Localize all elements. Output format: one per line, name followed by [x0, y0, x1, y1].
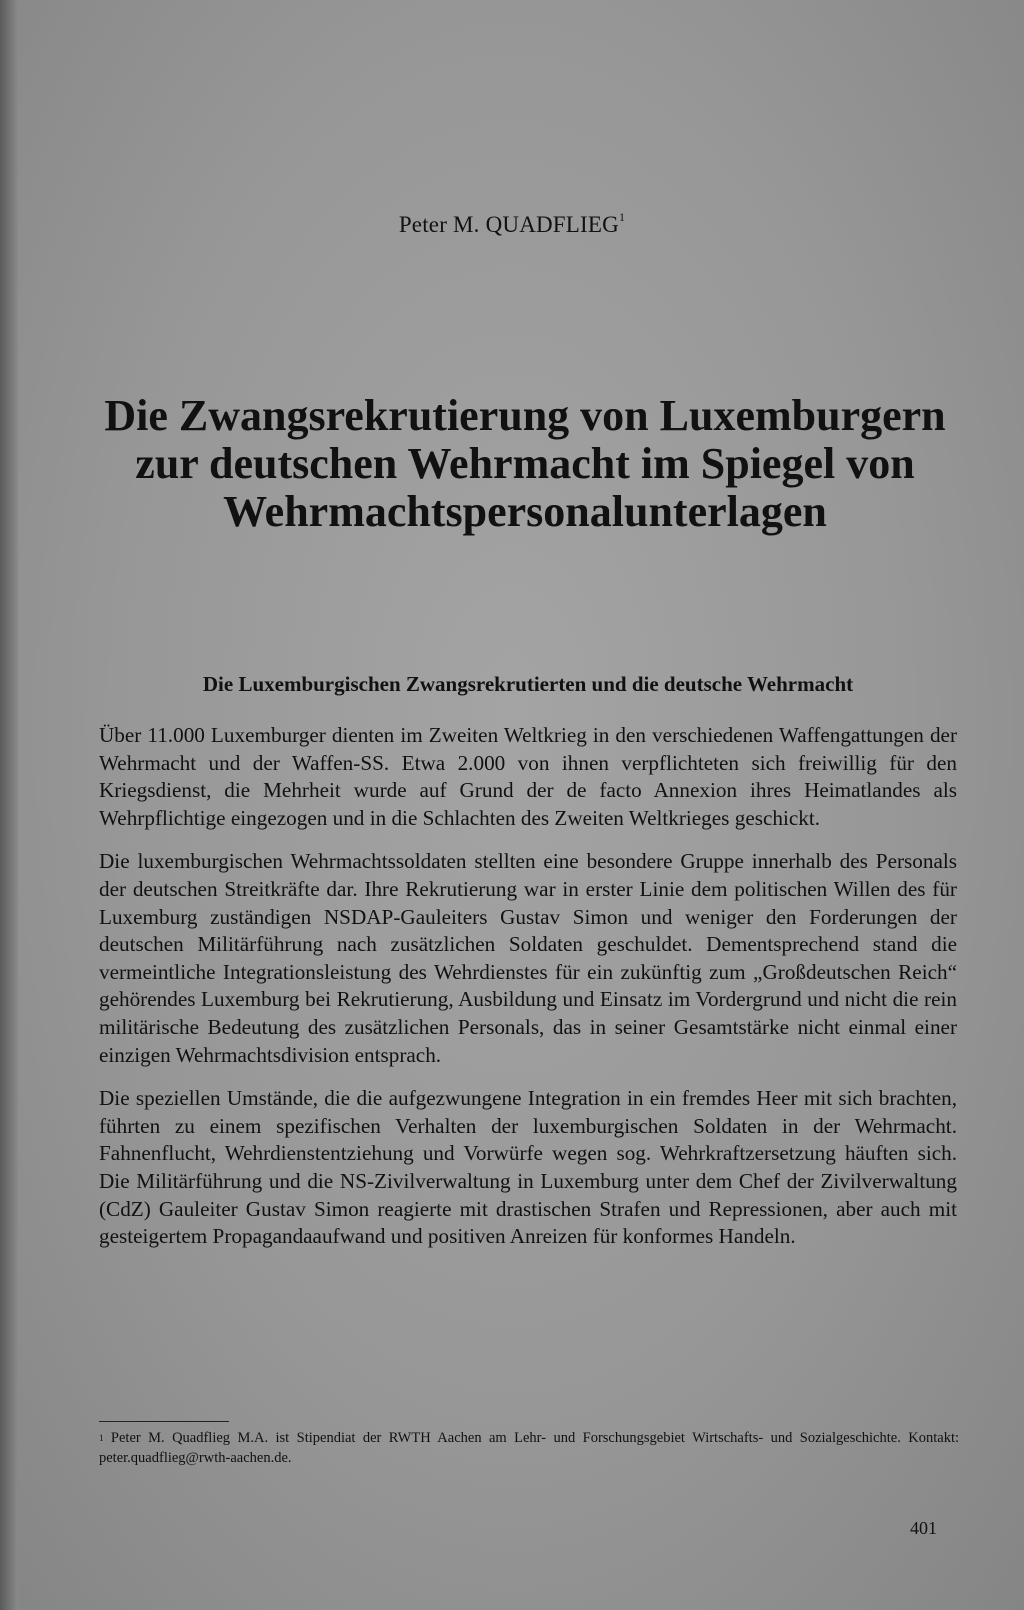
footnote-divider: [99, 1421, 229, 1422]
footnote-marker: 1: [99, 1433, 104, 1443]
footnote-text: Peter M. Quadflieg M.A. ist Stipendiat der RWTH Aachen am Lehr- und Forschungsgebiet Wirtschafts- und Sozialgeschichte. Kontakt: peter.quadflieg@rwth-aachen.de.: [99, 1430, 959, 1466]
author-line: [0, 212, 1024, 238]
author-footnote-marker: 1: [618, 210, 626, 224]
paragraph-2: Die luxemburgischen Wehrmachtssoldaten stellten eine besondere Gruppe innerhalb des Personals der deutschen Streitkräfte dar. Ihre Rekrutierung war in erster Linie dem politischen Willen des für Luxemburg zuständigen NSDAP-Gauleiters Gustav Simon und weniger den Forderungen der deutschen Militärführung nach zusätzlichen Soldaten geschuldet. Dementsprechend stand die vermeintliche Integrationsleistung des Wehrdienstes für ein zukünftig zum „Großdeutschen Reich“ gehörendes Luxemburg bei Rekrutierung, Ausbildung und Einsatz im Vordergrund und nicht die rein militärische Bedeutung des zusätzlichen Personals, das in seiner Gesamtstärke nicht einmal einer einzigen Wehrmachtsdivision entsprach.: [99, 849, 957, 1067]
footnote: [99, 1428, 959, 1468]
paragraph-1: Über 11.000 Luxemburger dienten im Zweiten Weltkrieg in den verschiedenen Waffengattungen der Wehrmacht und der Waffen-SS. Etwa 2.000 von ihnen verpflichteten sich freiwillig für den Kriegsdienst, die Mehrheit wurde auf Grund der de facto Annexion ihres Heimatlandes als Wehrpflichtige eingezogen und in die Schlachten des Zweiten Weltkrieges geschickt.: [99, 723, 957, 830]
paragraph-3: Die speziellen Umstände, die die aufgezwungene Integration in ein fremdes Heer mit sich brachten, führten zu einem spezifischen Verhalten der luxemburgischen Soldaten in der Wehrmacht. Fahnenflucht, Wehrdienstentziehung und Vorwürfe wegen sog. Wehrkraftzersetzung häuften sich. Die Militärführung und die NS-Zivilverwaltung in Luxemburg unter dem Chef der Zivilverwaltung (CdZ) Gauleiter Gustav Simon reagierte mit drastischen Strafen und Repressionen, aber auch mit gesteigertem Propagandaaufwand und positiven Anreizen für konformes Handeln.: [99, 1086, 957, 1249]
author-name: Peter M. QUADFLIEG: [398, 212, 619, 237]
page-number: 401: [910, 1518, 937, 1538]
article-title: Die Zwangsrekrutierung von Luxemburgern zur deutschen Wehrmacht im Spiegel von Wehrmachtspersonalunterlagen: [104, 391, 946, 536]
section-heading: Die Luxemburgischen Zwangsrekrutierten und die deutsche Wehrmacht: [202, 672, 854, 696]
body-text: [99, 722, 957, 1267]
page-edge-shadow: [0, 0, 18, 1610]
